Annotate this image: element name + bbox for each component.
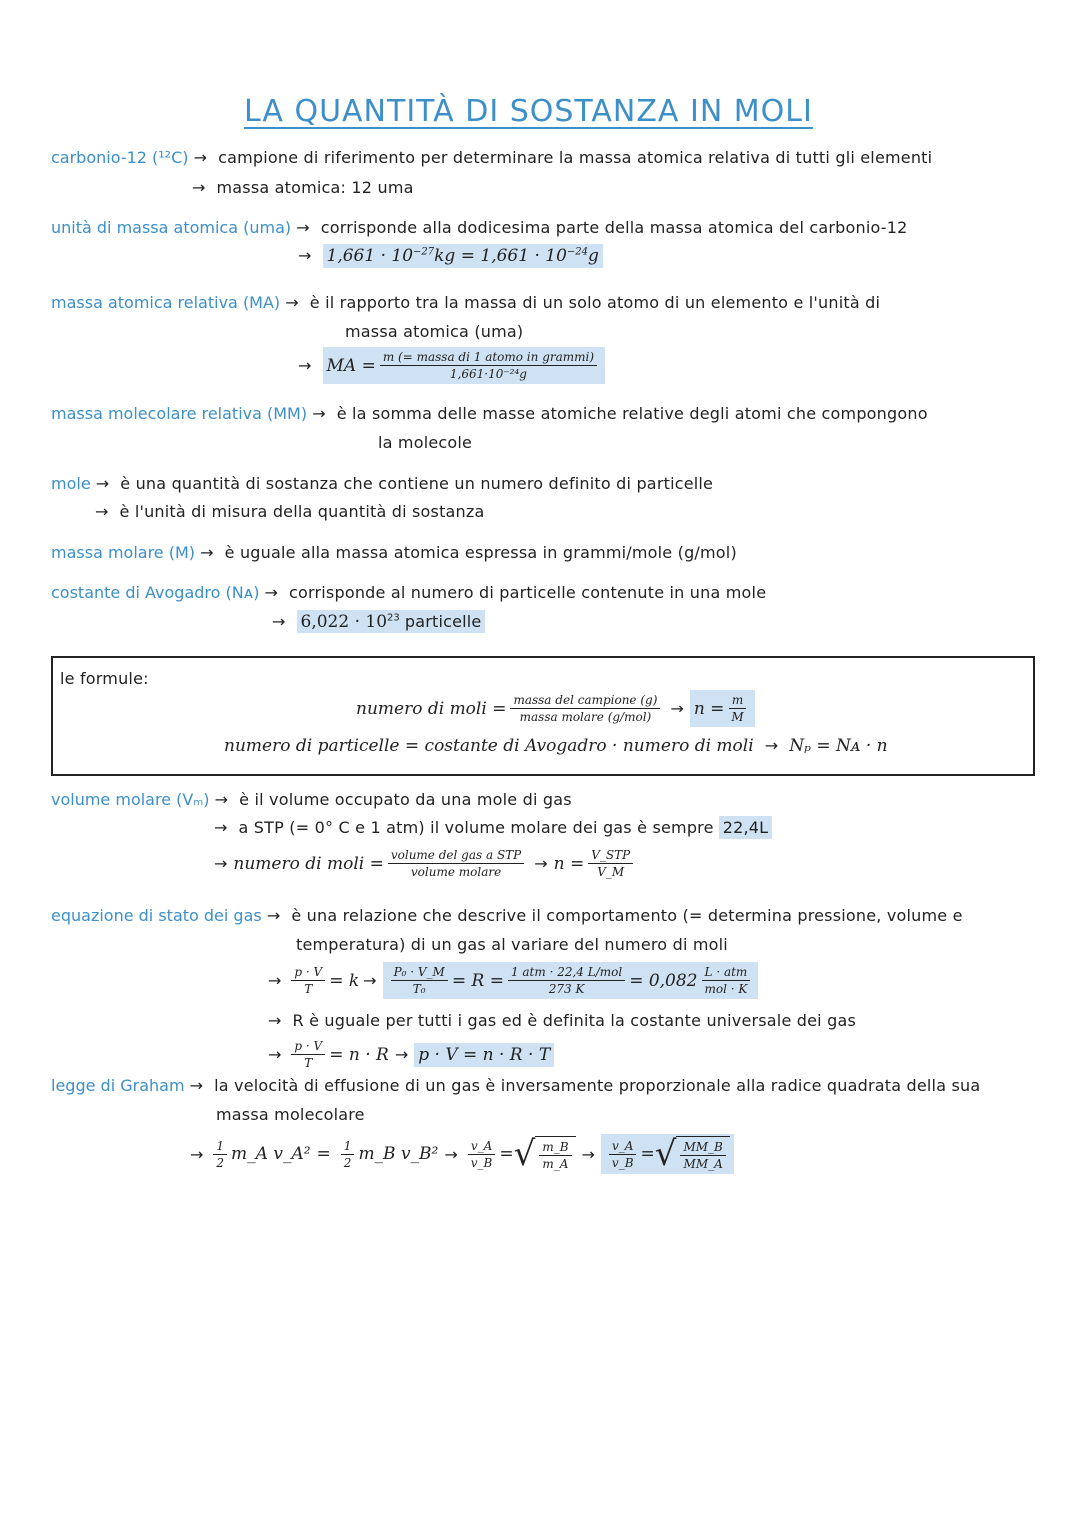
formula-particelle: numero di particelle = costante di Avogadro · numero di moli → Nₚ = Nᴀ · n	[224, 736, 888, 756]
uma-row	[51, 218, 908, 237]
stato-formula1: → $\frac{p \cdot V}{T}$ = k → $\frac{\text{P₀ · V\_M}}{\text{T₀}}$ = R = $\frac{\text{1 atm · 22,4 L/mol}}{273 K}$ = 0,082 $\frac{\text{L · atm}}{\text{mol · K}}$	[268, 962, 758, 999]
formula-moli-den: massa molare (g/mol)	[519, 710, 652, 724]
formula-n-m-M: n = $\frac{m}{M}$	[690, 690, 755, 727]
avogadro-term: costante di Avogadro (Nᴀ)	[51, 583, 260, 602]
carbonio-line1: campione di riferimento per determinare la massa atomica relativa di tutti gli elementi	[218, 148, 933, 167]
arrow-icon: →	[266, 906, 281, 925]
volume-line2: a STP (= 0° C e 1 atm) il volume molare dei gas è sempre	[238, 818, 714, 837]
graham-term: legge di Graham	[51, 1076, 185, 1095]
arrow-icon: →	[214, 790, 229, 809]
arrow-icon: →	[268, 1045, 282, 1064]
mm-term: massa molecolare relativa (MM)	[51, 404, 308, 423]
stato-line3: R è uguale per tutti i gas ed è definita la costante universale dei gas	[292, 1011, 857, 1030]
arrow-icon: →	[189, 1076, 204, 1095]
graham-result: $\frac{v\_A}{v\_B}$ = √ $\frac{MM\_B}{MM\_A}$	[601, 1134, 734, 1174]
arrow-icon: →	[363, 971, 377, 990]
arrow-icon: →	[214, 854, 228, 873]
avogadro-row	[51, 583, 766, 602]
arrow-icon: →	[670, 699, 684, 718]
uma-term: unità di massa atomica (uma)	[51, 218, 292, 237]
arrow-icon: →	[190, 1144, 204, 1164]
ideal-gas-law: p · V = n · R · T	[414, 1043, 554, 1067]
uma-formula-row	[298, 246, 603, 266]
molar-line1: è uguale alla massa atomica espressa in grammi/mole (g/mol)	[224, 543, 737, 562]
mm-line2: la molecole	[378, 433, 473, 452]
arrow-icon: →	[95, 474, 110, 493]
volume-line1: è il volume occupato da una mole di gas	[239, 790, 572, 809]
avogadro-line1: corrisponde al numero di particelle contenute in una mole	[289, 583, 767, 602]
arrow-icon: →	[394, 1045, 409, 1064]
stato-formula1-highlight: $\frac{\text{P₀ · V\_M}}{\text{T₀}}$ = R = $\frac{\text{1 atm · 22,4 L/mol}}{273 K}$ = 0,082 $\frac{\text{L · atm}}{\text{mol · K}}$	[383, 962, 759, 999]
ma-row	[51, 293, 880, 312]
volume-row2	[214, 818, 772, 837]
arrow-icon: →	[268, 971, 282, 990]
ma-formula: MA = $\frac{\text{m (= massa di 1 atomo in grammi)}}{\text{1,661·10⁻²⁴g}}$	[323, 347, 606, 384]
stato-row3	[268, 1011, 856, 1030]
ma-term: massa atomica relativa (MA)	[51, 293, 281, 312]
arrow-icon: →	[296, 218, 310, 237]
arrow-icon: →	[200, 543, 214, 562]
volume-term: volume molare (Vₘ)	[51, 790, 210, 809]
arrow-icon: →	[285, 293, 299, 312]
ma-line1: è il rapporto tra la massa di un solo atomo di un elemento e l'unità di	[309, 293, 881, 312]
arrow-icon: →	[272, 612, 286, 631]
graham-formula: → $\frac{1}{2}$ m_A v_A² = $\frac{1}{2}$ m_B v_B² → $\frac{v\_A}{v\_B}$ = √ $\frac{m\_B}{m\_A}$ → $\frac{v\_A}{v\_B}$ = √ $\frac{MM\_B}{MM\_A}$	[190, 1134, 734, 1174]
arrow-icon: →	[214, 818, 228, 837]
uma-line1: corrisponde alla dodicesima parte della massa atomica del carbonio-12	[320, 218, 908, 237]
mole-row2	[95, 502, 485, 521]
avogadro-value: $6,022 \cdot 10^{23}$ particelle	[297, 610, 486, 633]
mole-term: mole	[51, 474, 91, 493]
arrow-icon: →	[193, 148, 207, 167]
arrow-icon: →	[444, 1144, 458, 1164]
page-title: LA QUANTITÀ DI SOSTANZA IN MOLI	[244, 94, 813, 129]
graham-row	[51, 1076, 980, 1095]
arrow-icon: →	[264, 583, 278, 602]
carbonio-row2	[192, 178, 414, 197]
volume-value: 22,4L	[719, 816, 773, 839]
arrow-icon: →	[764, 736, 779, 755]
arrow-icon: →	[298, 246, 312, 265]
stato-line2: temperatura) di un gas al variare del numero di moli	[296, 935, 728, 954]
stato-line1: è una relazione che descrive il comportamento (= determina pressione, volume e	[291, 906, 963, 925]
uma-formula: $1,661 \cdot 10^{-27}kg = 1,661 \cdot 10^{-24}g$	[323, 244, 603, 268]
arrow-icon: →	[312, 404, 326, 423]
mole-line2: è l'unità di misura della quantità di sostanza	[119, 502, 485, 521]
stato-formula2: → $\frac{p \cdot V}{T}$ = n · R → p · V = n · R · T	[268, 1038, 554, 1071]
avogadro-value-row	[272, 612, 485, 632]
stato-row	[51, 906, 963, 925]
mm-row	[51, 404, 928, 423]
volume-row	[51, 790, 572, 809]
arrow-icon: →	[268, 1011, 282, 1030]
mm-line1: è la somma delle masse atomiche relative degli atomi che compongono	[336, 404, 928, 423]
arrow-icon: →	[581, 1144, 595, 1164]
formula-moli-num: massa del campione (g)	[510, 692, 660, 709]
formule-label: le formule:	[60, 669, 149, 688]
volume-formula: → numero di moli = $\frac{\text{volume del gas a STP}}{\text{volume molare}}$ → n = $\frac{\text{V\_STP}}{V\_M}$	[214, 847, 637, 880]
mole-line1: è una quantità di sostanza che contiene un numero definito di particelle	[120, 474, 714, 493]
molar-term: massa molare (M)	[51, 543, 196, 562]
carbonio-line2: massa atomica: 12 uma	[216, 178, 414, 197]
graham-line2: massa molecolare	[216, 1105, 365, 1124]
arrow-icon: →	[95, 502, 109, 521]
stato-term: equazione di stato dei gas	[51, 906, 262, 925]
arrow-icon: →	[534, 854, 548, 873]
mole-row	[51, 474, 713, 493]
sqrt-mass: √ $\frac{m\_B}{m\_A}$	[514, 1136, 576, 1172]
ma-line2: massa atomica (uma)	[345, 322, 524, 341]
carbonio-row	[51, 148, 932, 167]
carbonio-term: carbonio-12 (¹²C)	[51, 148, 189, 167]
molar-row	[51, 543, 737, 562]
ma-numerator: m (= massa di 1 atomo in grammi)	[380, 349, 597, 366]
arrow-icon: →	[192, 178, 206, 197]
ma-formula-row	[298, 347, 605, 384]
formula-moli: numero di moli = $\frac{\text{massa del campione (g)}}{\text{massa molare (g/mol)}}$ → n = $\frac{m}{M}$	[356, 690, 755, 727]
arrow-icon: →	[298, 355, 312, 375]
graham-line1: la velocità di effusione di un gas è inversamente proporzionale alla radice quadrata della sua	[214, 1076, 981, 1095]
ma-denominator: 1,661·10⁻²⁴g	[449, 367, 527, 381]
